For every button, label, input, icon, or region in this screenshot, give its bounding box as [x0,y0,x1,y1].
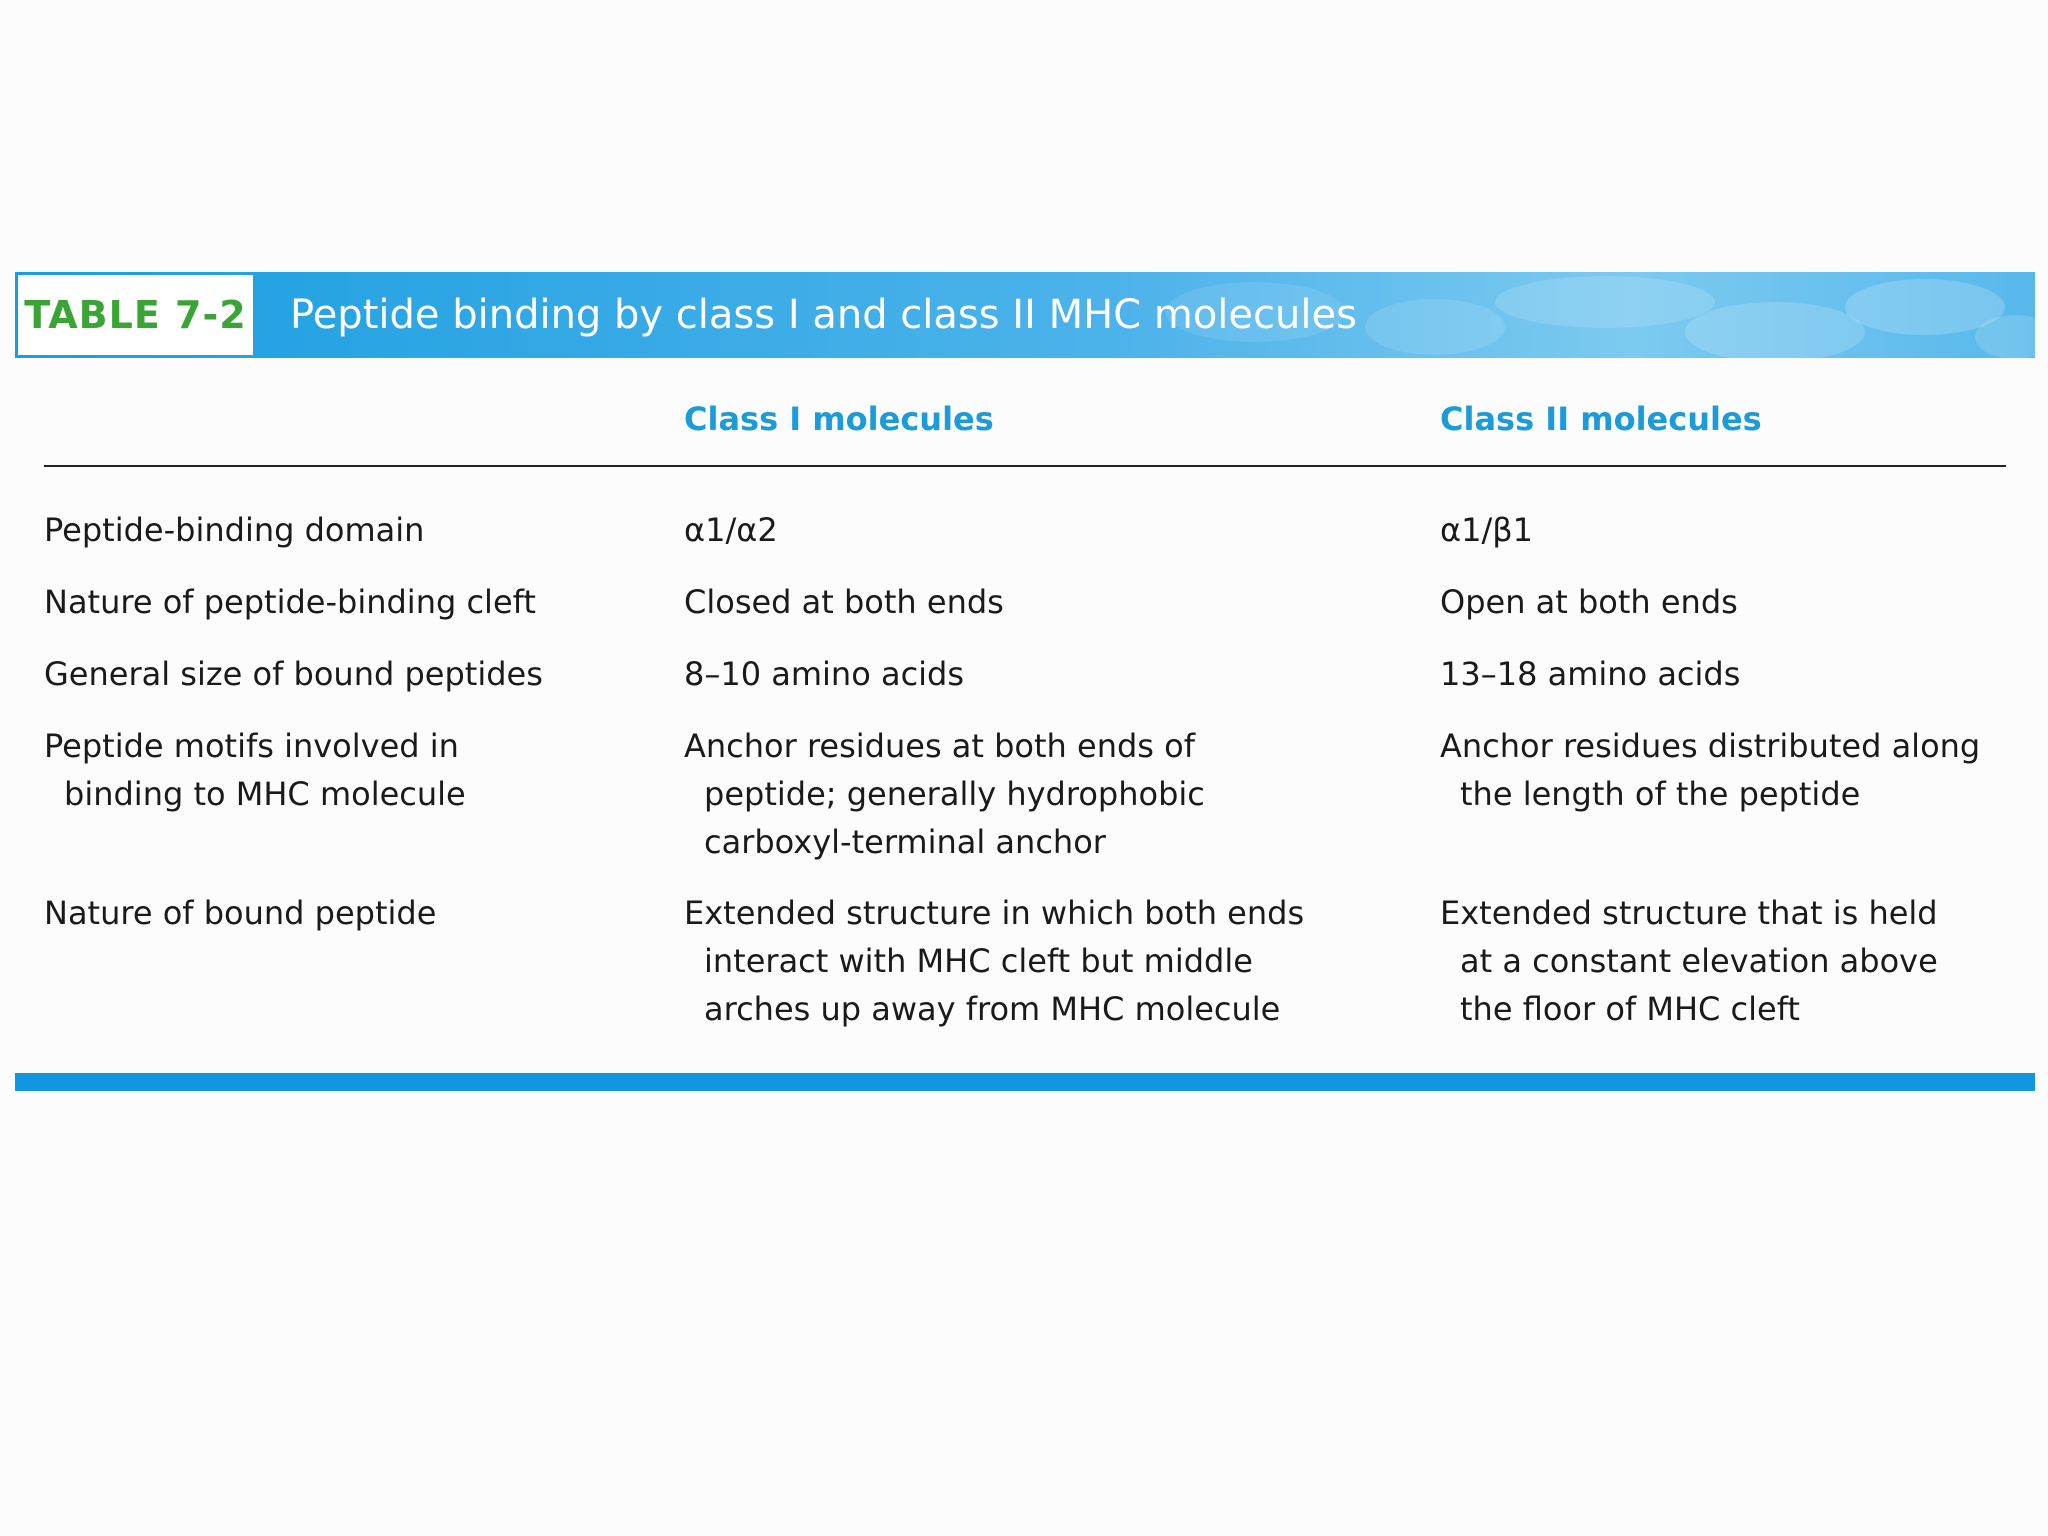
cell-line: Peptide-binding domain [44,511,425,549]
table-header-bar [15,272,2035,358]
row-feature-cell [44,578,536,626]
cell-line: the length of the peptide [1460,775,1861,813]
cell-line: interact with MHC cleft but middle [704,942,1253,980]
cell-line: Anchor residues distributed along [1440,727,1981,765]
row-class1-cell [684,889,1304,1033]
cell-line: binding to MHC molecule [64,775,466,813]
cell-line: 8–10 amino acids [684,655,965,693]
cell-line: Closed at both ends [684,583,1004,621]
table-label-box [18,275,253,355]
cell-line: 13–18 amino acids [1440,655,1741,693]
cell-line: Nature of bound peptide [44,894,437,932]
row-class1-cell [684,650,964,698]
table-bottom-bar [15,1073,2035,1091]
row-class2-cell [1440,506,1533,554]
cell-line: Anchor residues at both ends of [684,727,1195,765]
column-header-class1: Class I molecules [684,400,994,438]
cell-line: peptide; generally hydrophobic [704,775,1205,813]
row-class1-cell [684,722,1205,866]
cell-line: α1/α2 [684,511,778,549]
cell-line: arches up away from MHC molecule [704,990,1281,1028]
cell-line: Extended structure that is held [1440,894,1938,932]
row-class1-cell [684,578,1004,626]
header-divider [44,465,2006,467]
row-feature-cell [44,722,466,818]
cell-line: the floor of MHC cleft [1460,990,1800,1028]
row-class2-cell [1440,578,1738,626]
table-number-label: TABLE 7-2 [24,293,247,337]
cell-line: at a constant elevation above [1460,942,1938,980]
row-class1-cell [684,506,778,554]
row-feature-cell [44,889,436,937]
row-class2-cell [1440,650,1740,698]
row-feature-cell [44,650,543,698]
cell-line: Open at both ends [1440,583,1738,621]
cell-line: General size of bound peptides [44,655,543,693]
row-class2-cell [1440,722,1980,818]
row-feature-cell [44,506,424,554]
row-class2-cell [1440,889,1938,1033]
table-title: Peptide binding by class I and class II MHC molecules [290,292,1357,338]
cell-line: Peptide motifs involved in [44,727,459,765]
cell-line: Nature of peptide-binding cleft [44,583,536,621]
column-header-class2: Class II molecules [1440,400,1762,438]
cell-line: carboxyl-terminal anchor [704,823,1106,861]
cell-line: α1/β1 [1440,511,1534,549]
cell-line: Extended structure in which both ends [684,894,1305,932]
